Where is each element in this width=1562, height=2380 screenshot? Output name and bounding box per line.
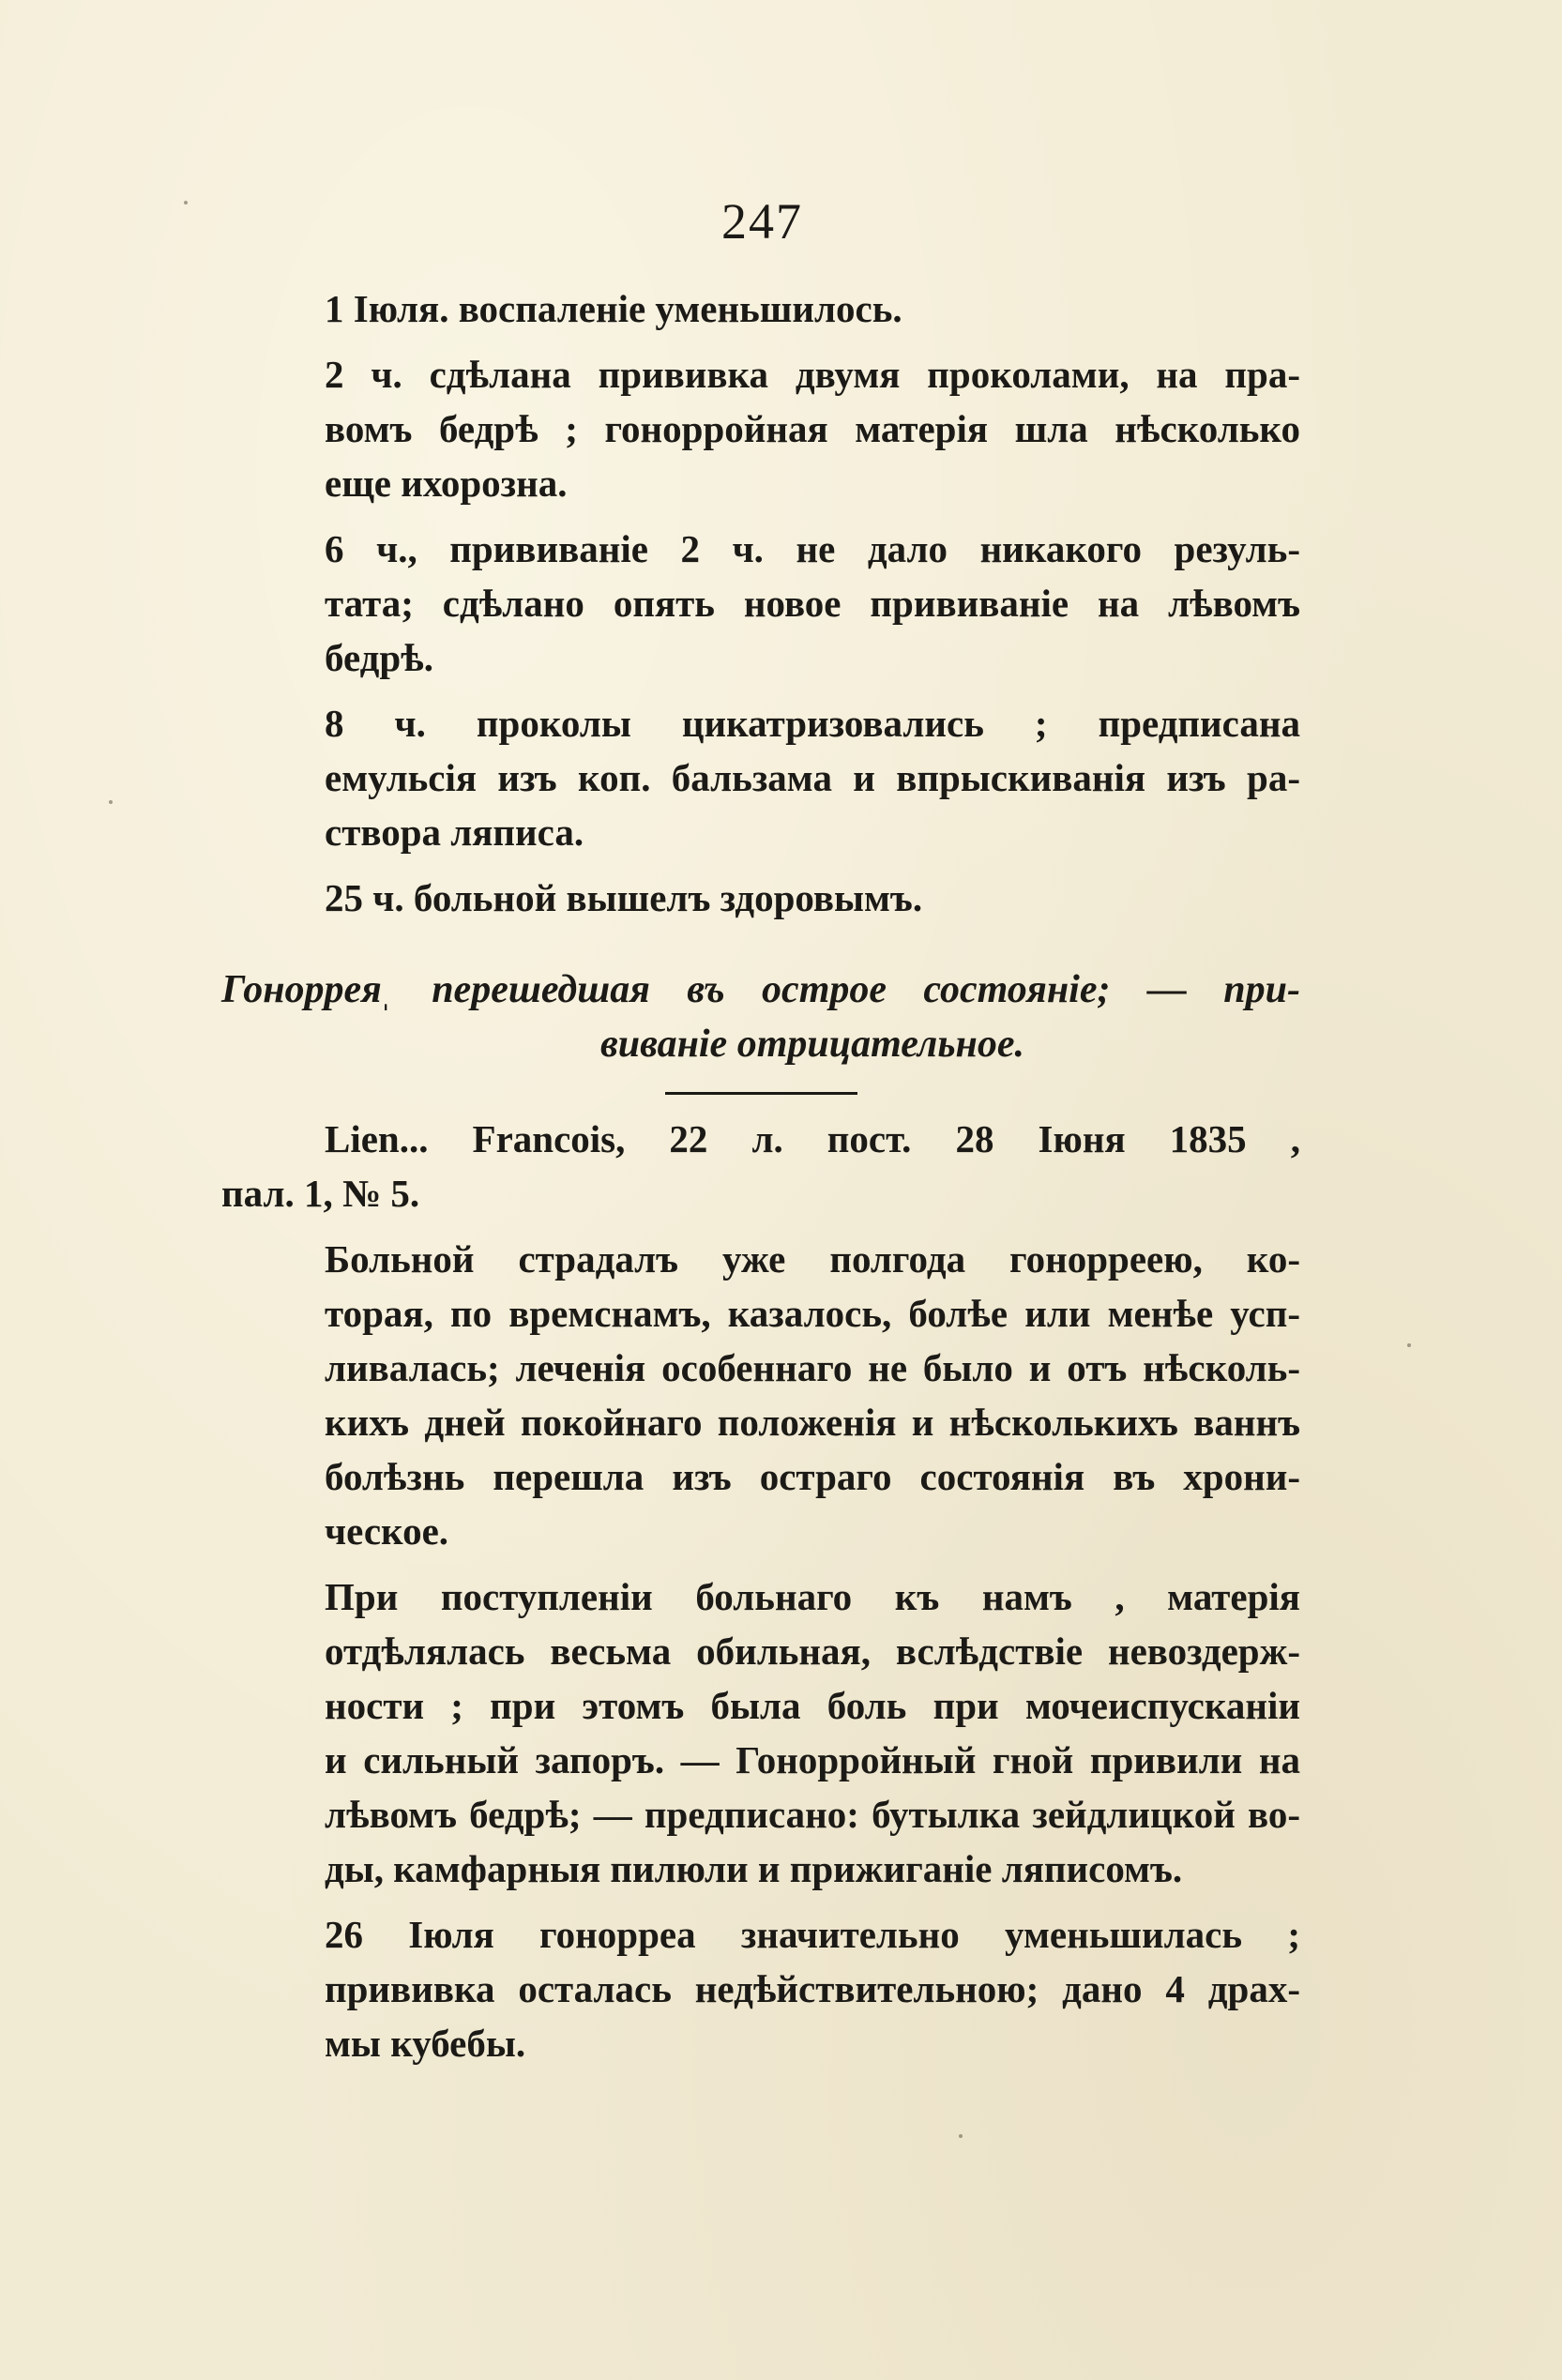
paragraph [221,1569,1300,1896]
text-line: Lien... Francois, 22 л. пост. 28 Іюня 1835 , [325,1117,1300,1160]
page-number: 247 [721,193,803,250]
paragraph [221,522,1300,685]
text-line: отдѣлялась весьма обильная, вслѣдствіе невоздерж- [325,1630,1300,1673]
text-line: 6 ч., прививаніе 2 ч. не дало никакого резуль- [325,527,1300,570]
text-line: торая, по времснамъ, казалось, болѣе или менѣе усп- [325,1292,1300,1335]
text-line: 26 Іюля гонорреа значительно уменьшилась ; [325,1913,1300,1956]
text-line: прививка осталась недѣйствительною; дано 4 драх- [325,1967,1300,2010]
text-line: пал. 1, № 5. [221,1172,420,1215]
separator-rule [665,1092,857,1095]
text-line: еще ихорозна. [325,462,568,505]
text-line: емульсія изъ коп. бальзама и впрыскиванія изъ ра- [325,756,1300,799]
text-line: ды, камфарныя пилюли и прижиганіе ляписомъ. [325,1847,1183,1890]
text-line: кихъ дней покойнаго положенія и нѣсколькихъ ваннъ [325,1401,1300,1444]
paragraph [221,1907,1300,2070]
paragraph [221,1232,1300,1558]
paragraph [221,281,1300,336]
text-line: 8 ч. проколы цикатризовались ; предписана [325,702,1300,745]
text-line: вомъ бедрѣ ; гонорройная матерія шла нѣсколько [325,407,1300,450]
text-line: Больной страдалъ уже полгода гонорреею, ко- [325,1237,1300,1281]
text-line: 25 ч. больной вышелъ здоровымъ. [325,876,923,919]
text-line: створа ляписа. [325,811,584,854]
text-line: мы кубебы. [325,2022,526,2065]
text-line: болѣзнь перешла изъ остраго состоянія въ хрони- [325,1455,1300,1498]
print-speck [959,2134,963,2138]
case-header [221,1112,1300,1220]
text-line: бедрѣ. [325,636,434,679]
paragraph [221,347,1300,510]
heading-line: виваніе отрицательное. [599,1023,1025,1066]
text-line: тата; сдѣлано опять новое прививаніе на лѣвомъ [325,582,1300,625]
paragraph [221,696,1300,859]
text-line: ности ; при этомъ была боль при мочеиспусканіи [325,1684,1300,1727]
text-line: и сильный запоръ. — Гонорройный гной привили на [325,1738,1300,1781]
text-line: ливалась; леченія особеннаго не было и отъ нѣсколь- [325,1346,1300,1389]
text-line: 2 ч. сдѣлана прививка двумя проколами, на пра- [325,353,1300,396]
body-text [221,281,1300,2082]
text-line: лѣвомъ бедрѣ; — предписано: бутылка зейдлицкой во- [325,1793,1300,1836]
heading-line: Гонорреяˌ перешедшая въ острое состояніе; — при- [221,968,1300,1011]
print-speck [109,800,113,804]
text-line: 1 Iюля. воспаленіе уменьшилось. [325,287,902,330]
print-speck [1407,1343,1411,1347]
text-line: При поступленіи больнаго къ намъ , матерія [325,1575,1300,1618]
text-line: ческое. [325,1509,449,1553]
section-heading [221,963,1300,1071]
paragraph [221,871,1300,925]
